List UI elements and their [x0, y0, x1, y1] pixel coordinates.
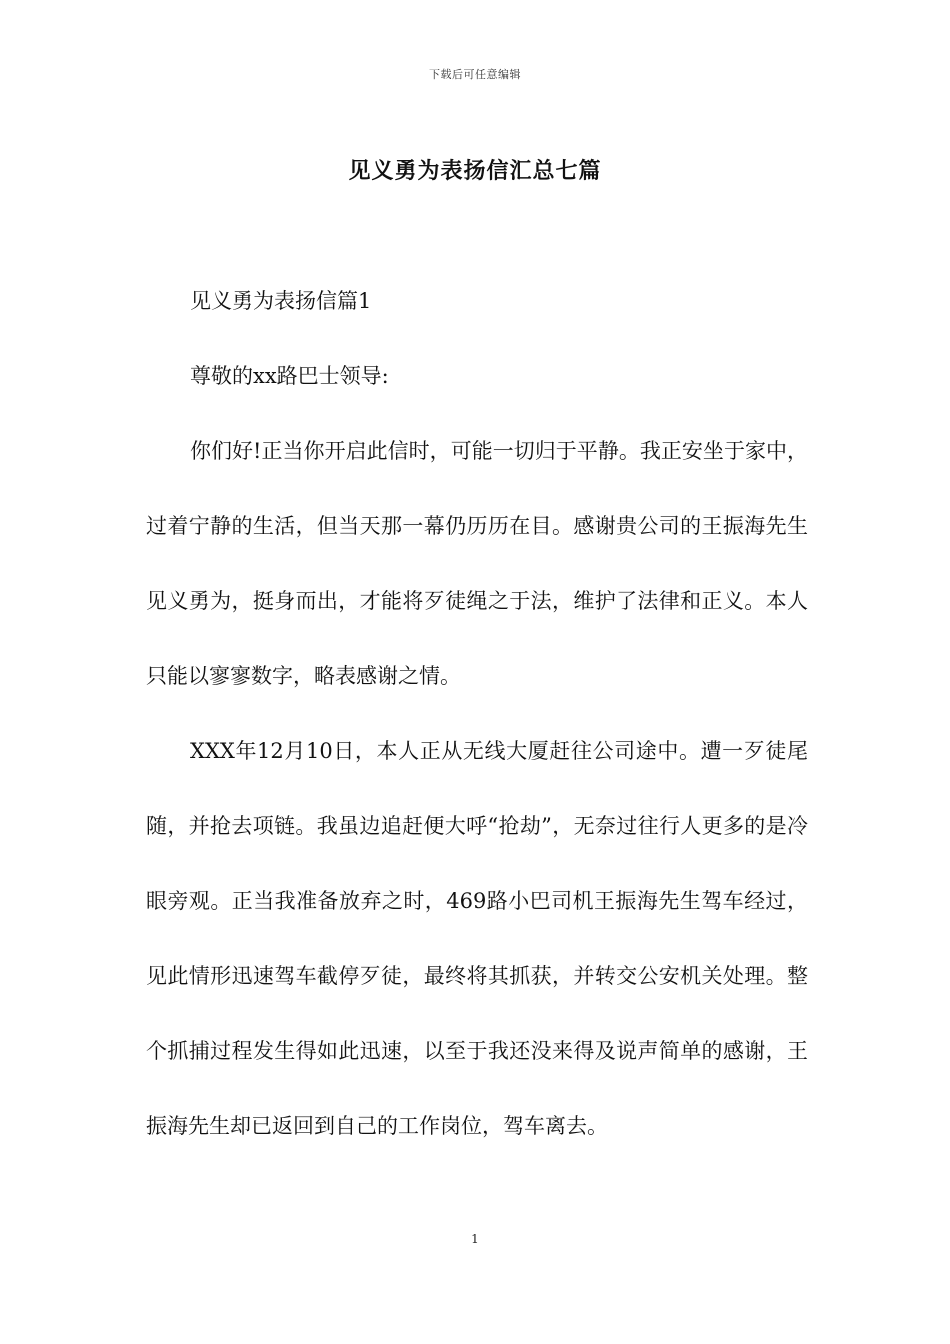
page-number: 1 [471, 1232, 479, 1246]
letter-paragraph-1: 你们好!正当你开启此信时，可能一切归于平静。我正安坐于家中，过着宁静的生活，但当天那一幕仍历历在目。感谢贵公司的王振海先生见义勇为，挺身而出，才能将歹徒绳之于法，维护了法律和正义。本人只能以寥寥数字，略表感谢之情。 [146, 439, 808, 688]
section-heading: 见义勇为表扬信篇1 [190, 289, 372, 313]
letter-salutation: 尊敬的xx路巴士领导: [190, 364, 389, 388]
page-header-note: 下载后可任意编辑 [429, 68, 521, 81]
document-title: 见义勇为表扬信汇总七篇 [348, 158, 602, 184]
letter-paragraph-2: XXX年12月10日，本人正从无线大厦赶往公司途中。遭一歹徒尾随，并抢去项链。我虽边追赶便大呼“抢劫”，无奈过往行人更多的是冷眼旁观。正当我准备放弃之时，469路小巴司机王振海先生驾车经过，见此情形迅速驾车截停歹徒，最终将其抓获，并转交公安机关处理。整个抓捕过程发生得如此迅速，以至于我还没来得及说声简单的感谢，王振海先生却已返回到自己的工作岗位，驾车离去。 [146, 739, 808, 1138]
